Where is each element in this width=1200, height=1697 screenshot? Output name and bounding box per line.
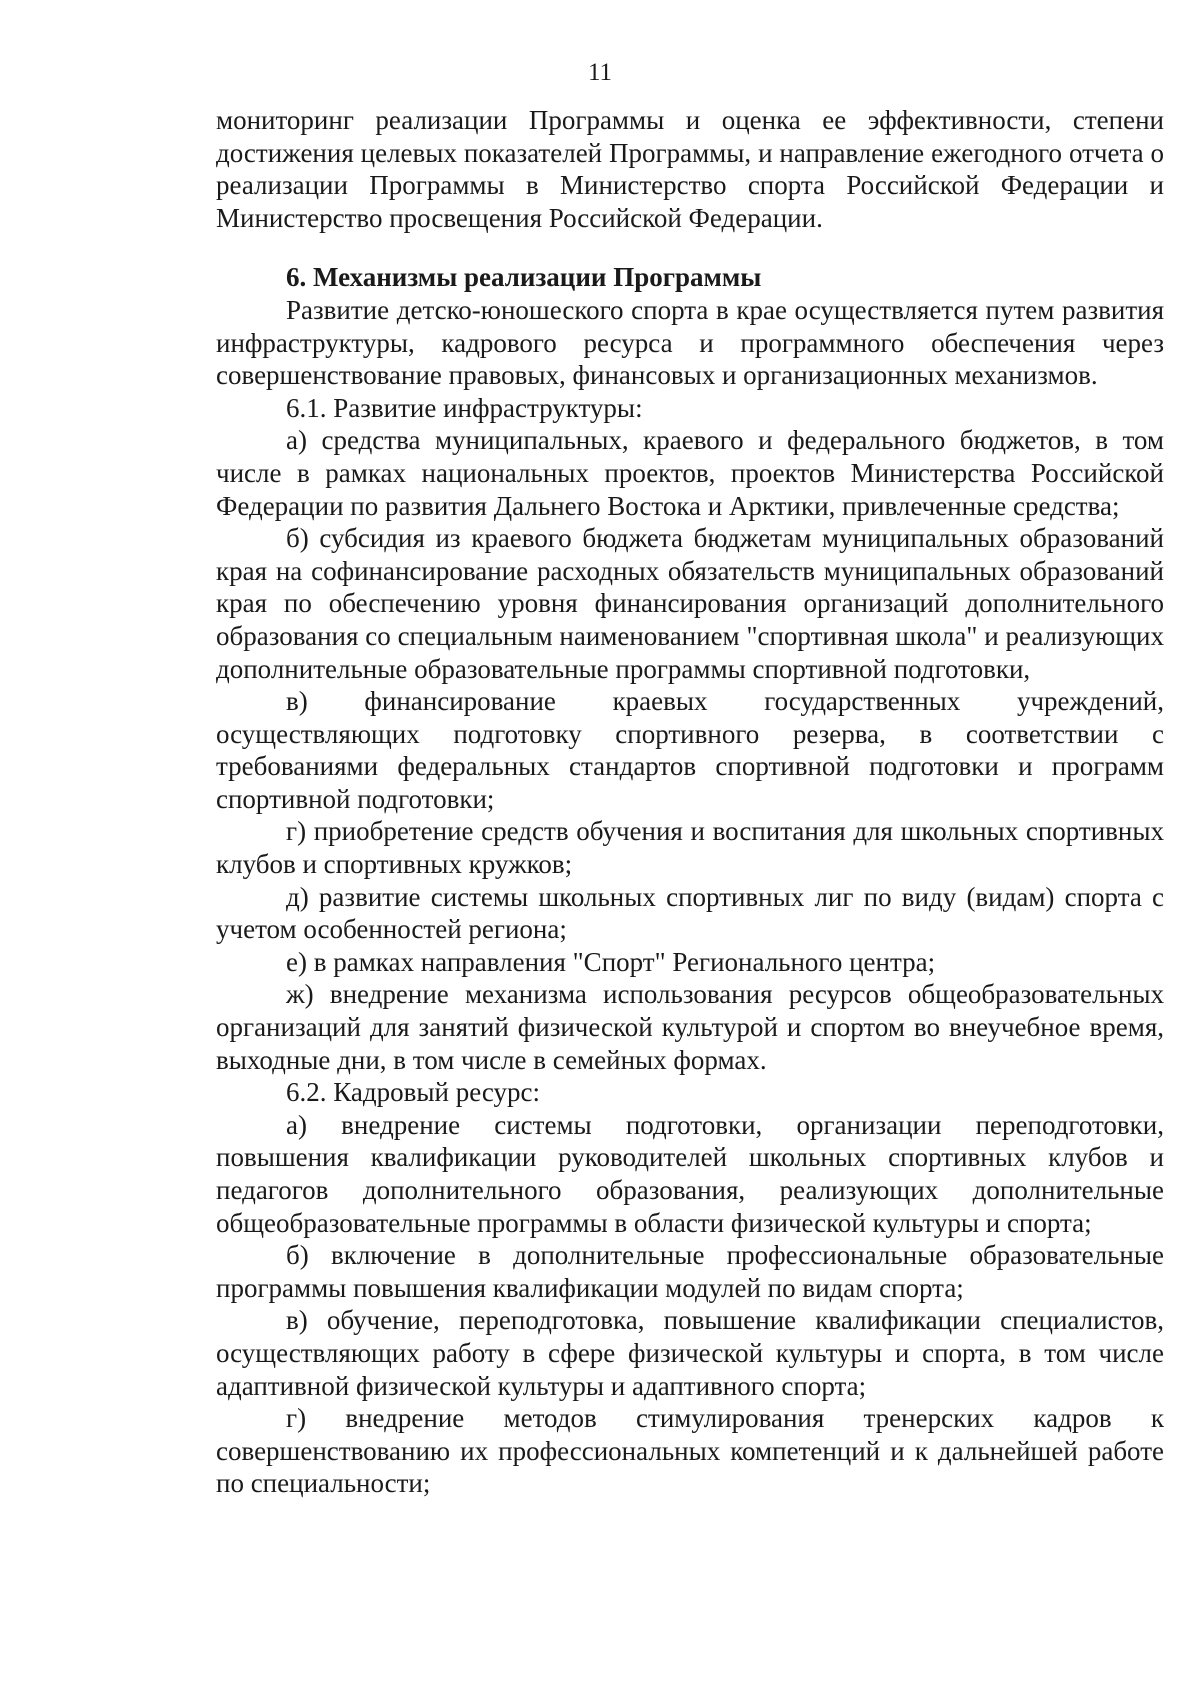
list-item: а) средства муниципальных, краевого и федерального бюджетов, в том числе в рамках национальных проектов, проектов Министерства Российской Федерации по развития Дальнего Востока и Арктики, привлеченные средства; xyxy=(216,425,1164,521)
intro-paragraph: мониторинг реализации Программы и оценка ее эффективности, степени достижения целевых показателей Программы, и направление ежегодного отчета о реализации Программы в Министерство спорта Российской Федерации и Министерство просвещения Российской Федерации. xyxy=(216,105,1164,233)
list-item: а) внедрение системы подготовки, организации переподготовки, повышения квалификации руководителей школьных спортивных клубов и педагогов дополнительного образования, реализующих дополнительные общеобразовательные программы в области физической культуры и спорта; xyxy=(216,1109,1164,1238)
page-number: 11 xyxy=(587,59,613,86)
list-item: е) в рамках направления "Спорт" Регионального центра; xyxy=(286,946,936,977)
list-item: г) приобретение средств обучения и воспитания для школьных спортивных клубов и спортивных кружков; xyxy=(216,816,1164,880)
list-item: б) включение в дополнительные профессиональные образовательные программы повышения квалификации модулей по видам спорта; xyxy=(216,1240,1164,1303)
section-intro-paragraph: Развитие детско-юношеского спорта в крае осуществляется путем развития инфраструктуры, кадрового ресурса и программного обеспечения через совершенствование правовых, финансовых и организационных механизмов. xyxy=(216,294,1164,391)
list-item: в) финансирование краевых государственных учреждений, осуществляющих подготовку спортивного резерва, в соответствии с требованиями федеральных стандартов спортивной подготовки и программ спортивной подготовки; xyxy=(216,686,1164,814)
list-item: д) развитие системы школьных спортивных лиг по виду (видам) спорта с учетом особенностей региона; xyxy=(216,881,1164,945)
section-title: 6. Механизмы реализации Программы xyxy=(286,262,762,293)
list-item: г) внедрение методов стимулирования тренерских кадров к совершенствованию их профессиональных компетенций и к дальнейшей работе по специальности; xyxy=(216,1403,1164,1499)
list-item: б) субсидия из краевого бюджета бюджетам муниципальных образований края на софинансирование расходных обязательств муниципальных образований края по обеспечению уровня финансирования организаций дополнительного образования со специальным наименованием "спортивная школа" и реализующих дополнительные образовательные программы спортивной подготовки, xyxy=(216,523,1164,684)
list-item: в) обучение, переподготовка, повышение квалификации специалистов, осуществляющих работу в сфере физической культуры и спорта, в том числе адаптивной физической культуры и адаптивного спорта; xyxy=(216,1305,1164,1401)
document-body xyxy=(216,104,1164,1500)
subsection-title: 6.1. Развитие инфраструктуры: xyxy=(286,392,643,423)
list-item: ж) внедрение механизма использования ресурсов общеобразовательных организаций для занятий физической культурой и спортом во внеучебное время, выходные дни, в том числе в семейных формах. xyxy=(216,979,1164,1075)
subsection-title: 6.2. Кадровый ресурс: xyxy=(286,1077,540,1108)
